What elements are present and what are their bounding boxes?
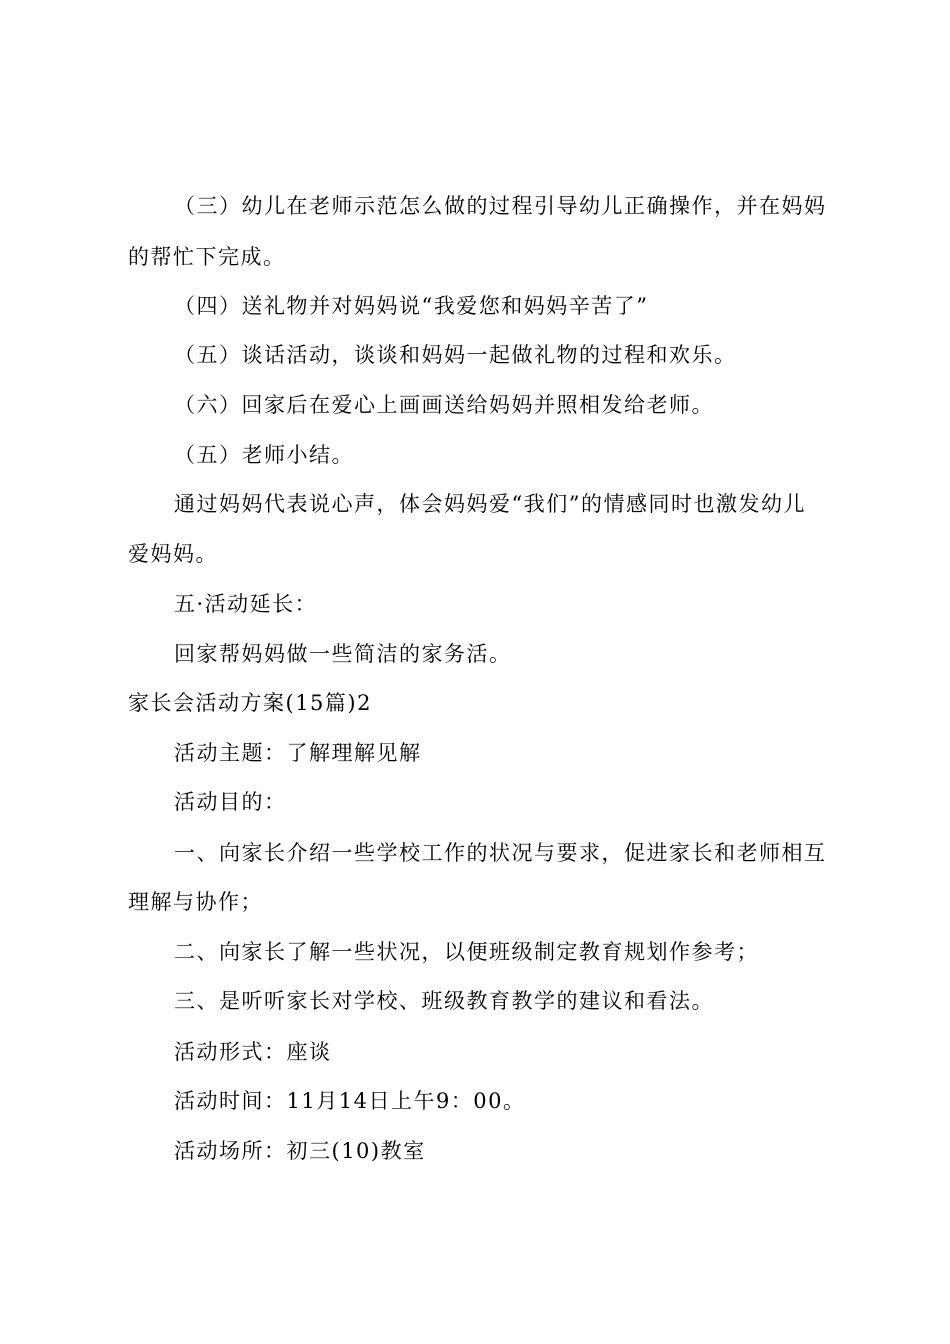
paragraph-purpose-label: 活动目的：: [174, 790, 287, 814]
paragraph-step-5: （五）谈话活动，谈谈和妈妈一起做礼物的过程和欢乐。: [174, 343, 737, 367]
paragraph-time: 活动时间：11月14日上午9：00。: [174, 1089, 526, 1113]
paragraph-purpose-1-line-2: 理解与协作；: [128, 890, 263, 914]
paragraph-location: 活动场所：初三(10)教室: [174, 1139, 426, 1163]
paragraph-step-6: （六）回家后在爱心上画画送给妈妈并照相发给老师。: [174, 393, 714, 417]
paragraph-theme: 活动主题：了解理解见解: [174, 741, 422, 765]
paragraph-reflection-line-1: 通过妈妈代表说心声，体会妈妈爱“我们”的情感同时也激发幼儿: [174, 492, 806, 516]
paragraph-step-3-line-1: （三）幼儿在老师示范怎么做的过程引导幼儿正确操作，并在妈妈: [174, 194, 827, 218]
paragraph-purpose-1-line-1: 一、向家长介绍一些学校工作的状况与要求，促进家长和老师相互: [174, 841, 827, 865]
paragraph-step-4: （四）送礼物并对妈妈说“我爱您和妈妈辛苦了”: [174, 294, 649, 318]
paragraph-reflection-line-2: 爱妈妈。: [128, 542, 218, 566]
paragraph-purpose-2: 二、向家长了解一些状况，以便班级制定教育规划作参考；: [174, 940, 759, 964]
paragraph-summary: （五）老师小结。: [174, 443, 354, 467]
paragraph-purpose-3: 三、是听听家长对学校、班级教育教学的建议和看法。: [174, 989, 714, 1013]
section-extension-heading: 五·活动延长：: [174, 592, 318, 616]
document-heading: 家长会活动方案(15篇)2: [128, 691, 372, 715]
paragraph-extension: 回家帮妈妈做一些简洁的家务活。: [174, 642, 512, 666]
paragraph-form: 活动形式：座谈: [174, 1040, 332, 1064]
paragraph-step-3-line-2: 的帮忙下完成。: [128, 245, 286, 269]
